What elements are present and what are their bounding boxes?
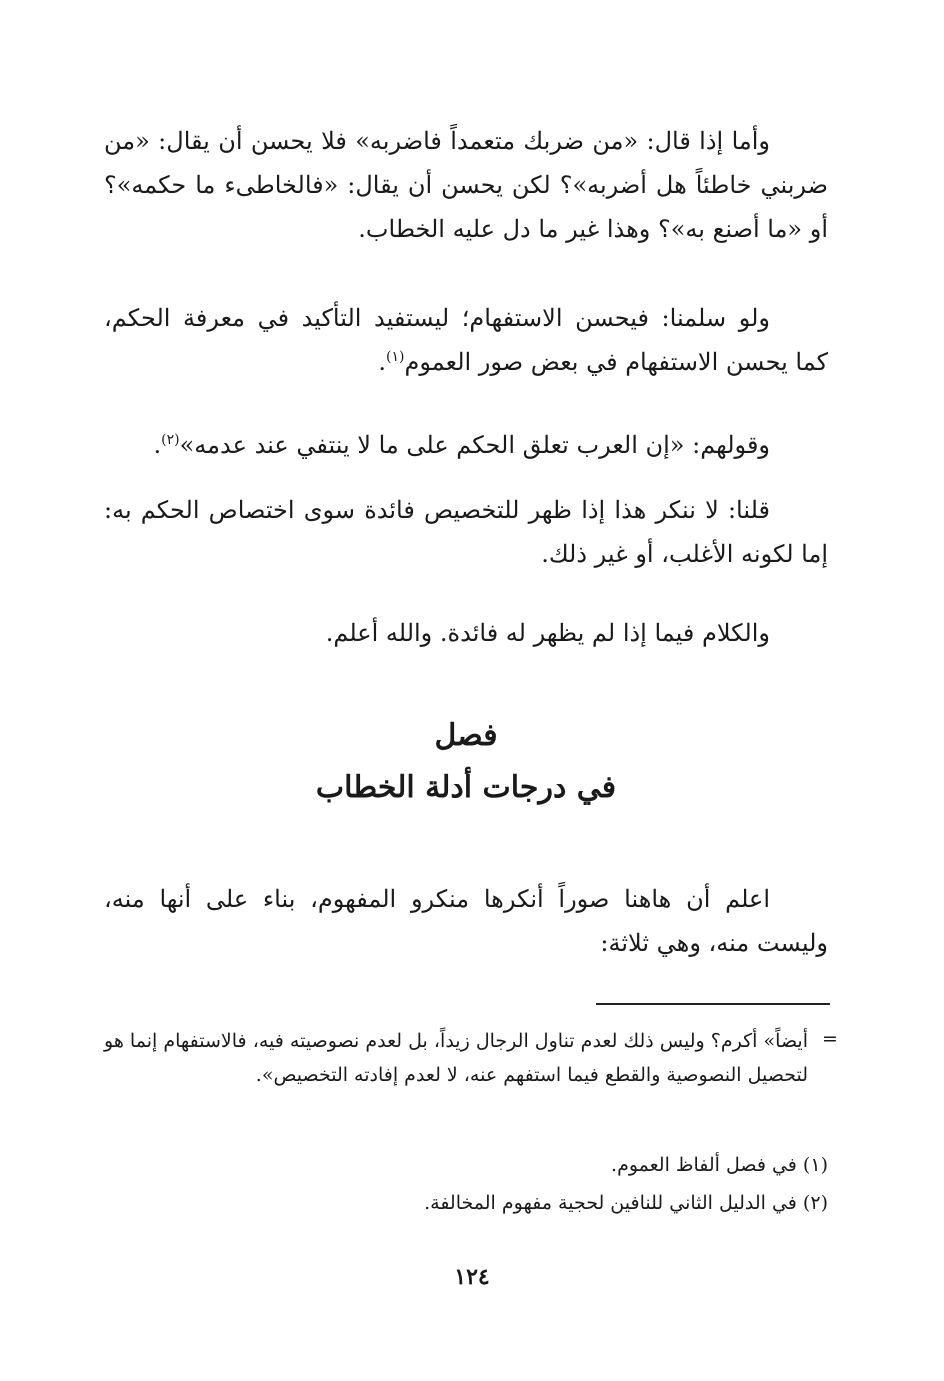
paragraph-1: وأما إذا قال: «من ضربك متعمداً فاضربه» فلا يحسن أن يقال: «من ضربني خاطئاً هل أضربه»؟ لكن يحسن أن يقال: «فالخاطىء ما حكمه»؟ أو «ما أصنع به»؟ وهذا غير ما دل عليه الخطاب. (104, 127, 828, 243)
footnote-continuation-mark: = (822, 1028, 838, 1050)
footnote-ref-2: (٢) (161, 432, 180, 448)
footnote-2: (٢) في الدليل الثاني للنافين لحجية مفهوم المخالفة. (424, 1192, 828, 1214)
page-number: ١٢٤ (454, 1264, 490, 1290)
footnote-1: (١) في فصل ألفاظ العموم. (611, 1154, 828, 1176)
paragraph-4: قلنا: لا ننكر هذا إذا ظهر للتخصيص فائدة سوى اختصاص الحكم به: إما لكونه الأغلب، أو غير ذلك. (104, 496, 828, 568)
paragraph-2: ولو سلمنا: فيحسن الاستفهام؛ ليستفيد التأكيد في معرفة الحكم، كما يحسن الاستفهام في بعض صور العموم$^{(١)}$. (104, 304, 828, 376)
footnote-separator (596, 1003, 830, 1005)
paragraph-3: وقولهم: «إن العرب تعلق الحكم على ما لا ينتفي عند عدمه»$^{(٢)}$. (153, 431, 770, 459)
paragraph-6: اعلم أن هاهنا صوراً أنكرها منكرو المفهوم، بناء على أنها منه، وليست منه، وهي ثلاثة: (104, 885, 828, 957)
paragraph-5: والكلام فيما إذا لم يظهر له فائدة. والله أعلم. (325, 619, 770, 647)
section-subtitle: في درجات أدلة الخطاب (315, 770, 617, 805)
footnote-ref-1: (١) (386, 349, 405, 365)
footnote-continuation: أيضاً» أكرم؟ وليس ذلك لعدم تناول الرجال زيداً، بل لعدم نصوصيته فيه، فالاستفهام إنما هو لتحصيل النصوصية والقطع فيما استفهم عنه، لا لعدم إفادته التخصيص». (104, 1030, 808, 1086)
section-title: فصل (434, 718, 498, 753)
